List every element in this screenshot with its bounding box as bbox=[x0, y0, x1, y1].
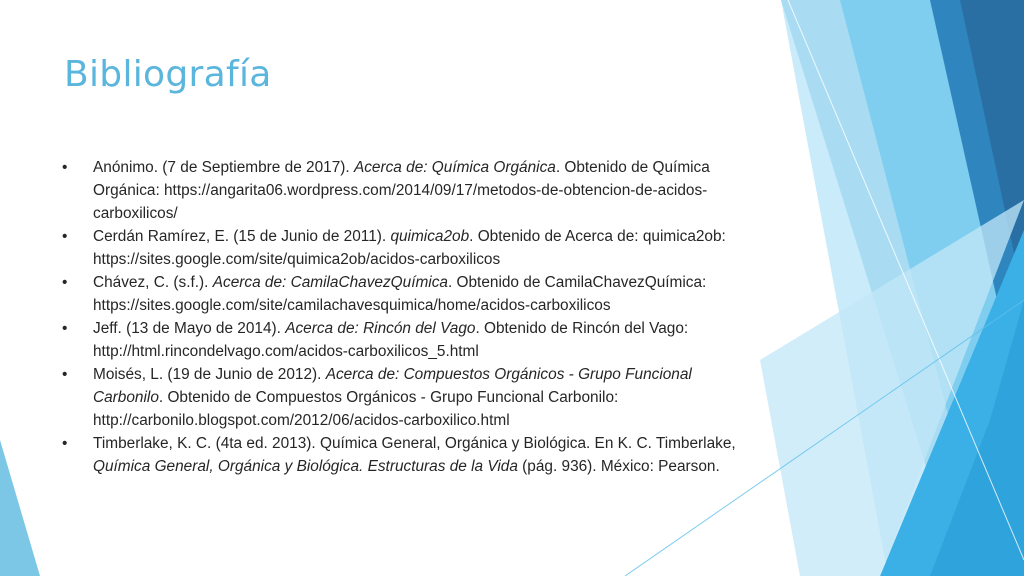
reference-text: Moisés, L. (19 de Junio de 2012). bbox=[93, 366, 326, 383]
reference-text: Cerdán Ramírez, E. (15 de Junio de 2011). bbox=[93, 228, 391, 245]
reference-text: Jeff. (13 de Mayo de 2014). bbox=[93, 320, 286, 337]
bullet-icon: • bbox=[62, 274, 68, 291]
list-item bbox=[62, 225, 762, 271]
reference-title: Química General, Orgánica y Biológica. Estructuras de la Vida bbox=[93, 458, 518, 475]
bullet-icon: • bbox=[62, 320, 68, 337]
reference-title: Acerca de: CamilaChavezQuímica bbox=[212, 274, 448, 291]
bullet-icon: • bbox=[62, 228, 68, 245]
facet-left-bottom bbox=[0, 440, 40, 576]
list-item bbox=[62, 156, 762, 225]
page-title: Bibliografía bbox=[64, 54, 272, 95]
reference-source: . Obtenido de Química Orgánica: https://angarita06.wordpress.com/2014/09/17/metodos-de-obtencion-de-acidos-carboxilicos/ bbox=[93, 159, 710, 222]
reference-source: . Obtenido de Compuestos Orgánicos - Grupo Funcional Carbonilo: http://carbonilo.blogspot.com/2012/06/acidos-carboxilico.html bbox=[93, 389, 619, 429]
bullet-icon: • bbox=[62, 435, 68, 452]
reference-text: Anónimo. (7 de Septiembre de 2017). bbox=[93, 159, 354, 176]
list-item bbox=[62, 317, 762, 363]
reference-text: Chávez, C. (s.f.). bbox=[93, 274, 213, 291]
bullet-icon: • bbox=[62, 159, 68, 176]
bibliography-list bbox=[62, 156, 762, 478]
reference-title: Acerca de: Compuestos Orgánicos - Grupo Funcional Carbonilo bbox=[93, 366, 692, 406]
list-item bbox=[62, 363, 762, 432]
reference-text: Timberlake, K. C. (4ta ed. 2013). Química General, Orgánica y Biológica. En K. C. Timberlake, bbox=[93, 435, 736, 452]
reference-title: Acerca de: Química Orgánica bbox=[353, 159, 556, 176]
list-item bbox=[62, 271, 762, 317]
list-item bbox=[62, 432, 762, 478]
reference-source: (pág. 936). México: Pearson. bbox=[517, 458, 720, 475]
reference-title: Acerca de: Rincón del Vago bbox=[285, 320, 476, 337]
reference-source: . Obtenido de Acerca de: quimica2ob: https://sites.google.com/site/quimica2ob/acidos-carboxilicos bbox=[93, 228, 726, 268]
reference-title: quimica2ob bbox=[390, 228, 470, 245]
reference-source: . Obtenido de Rincón del Vago: http://html.rincondelvago.com/acidos-carboxilicos_5.html bbox=[93, 320, 689, 360]
reference-source: . Obtenido de CamilaChavezQuímica: https://sites.google.com/site/camilachavesquimica/home/acidos-carboxilicos bbox=[93, 274, 707, 314]
bullet-icon: • bbox=[62, 366, 68, 383]
